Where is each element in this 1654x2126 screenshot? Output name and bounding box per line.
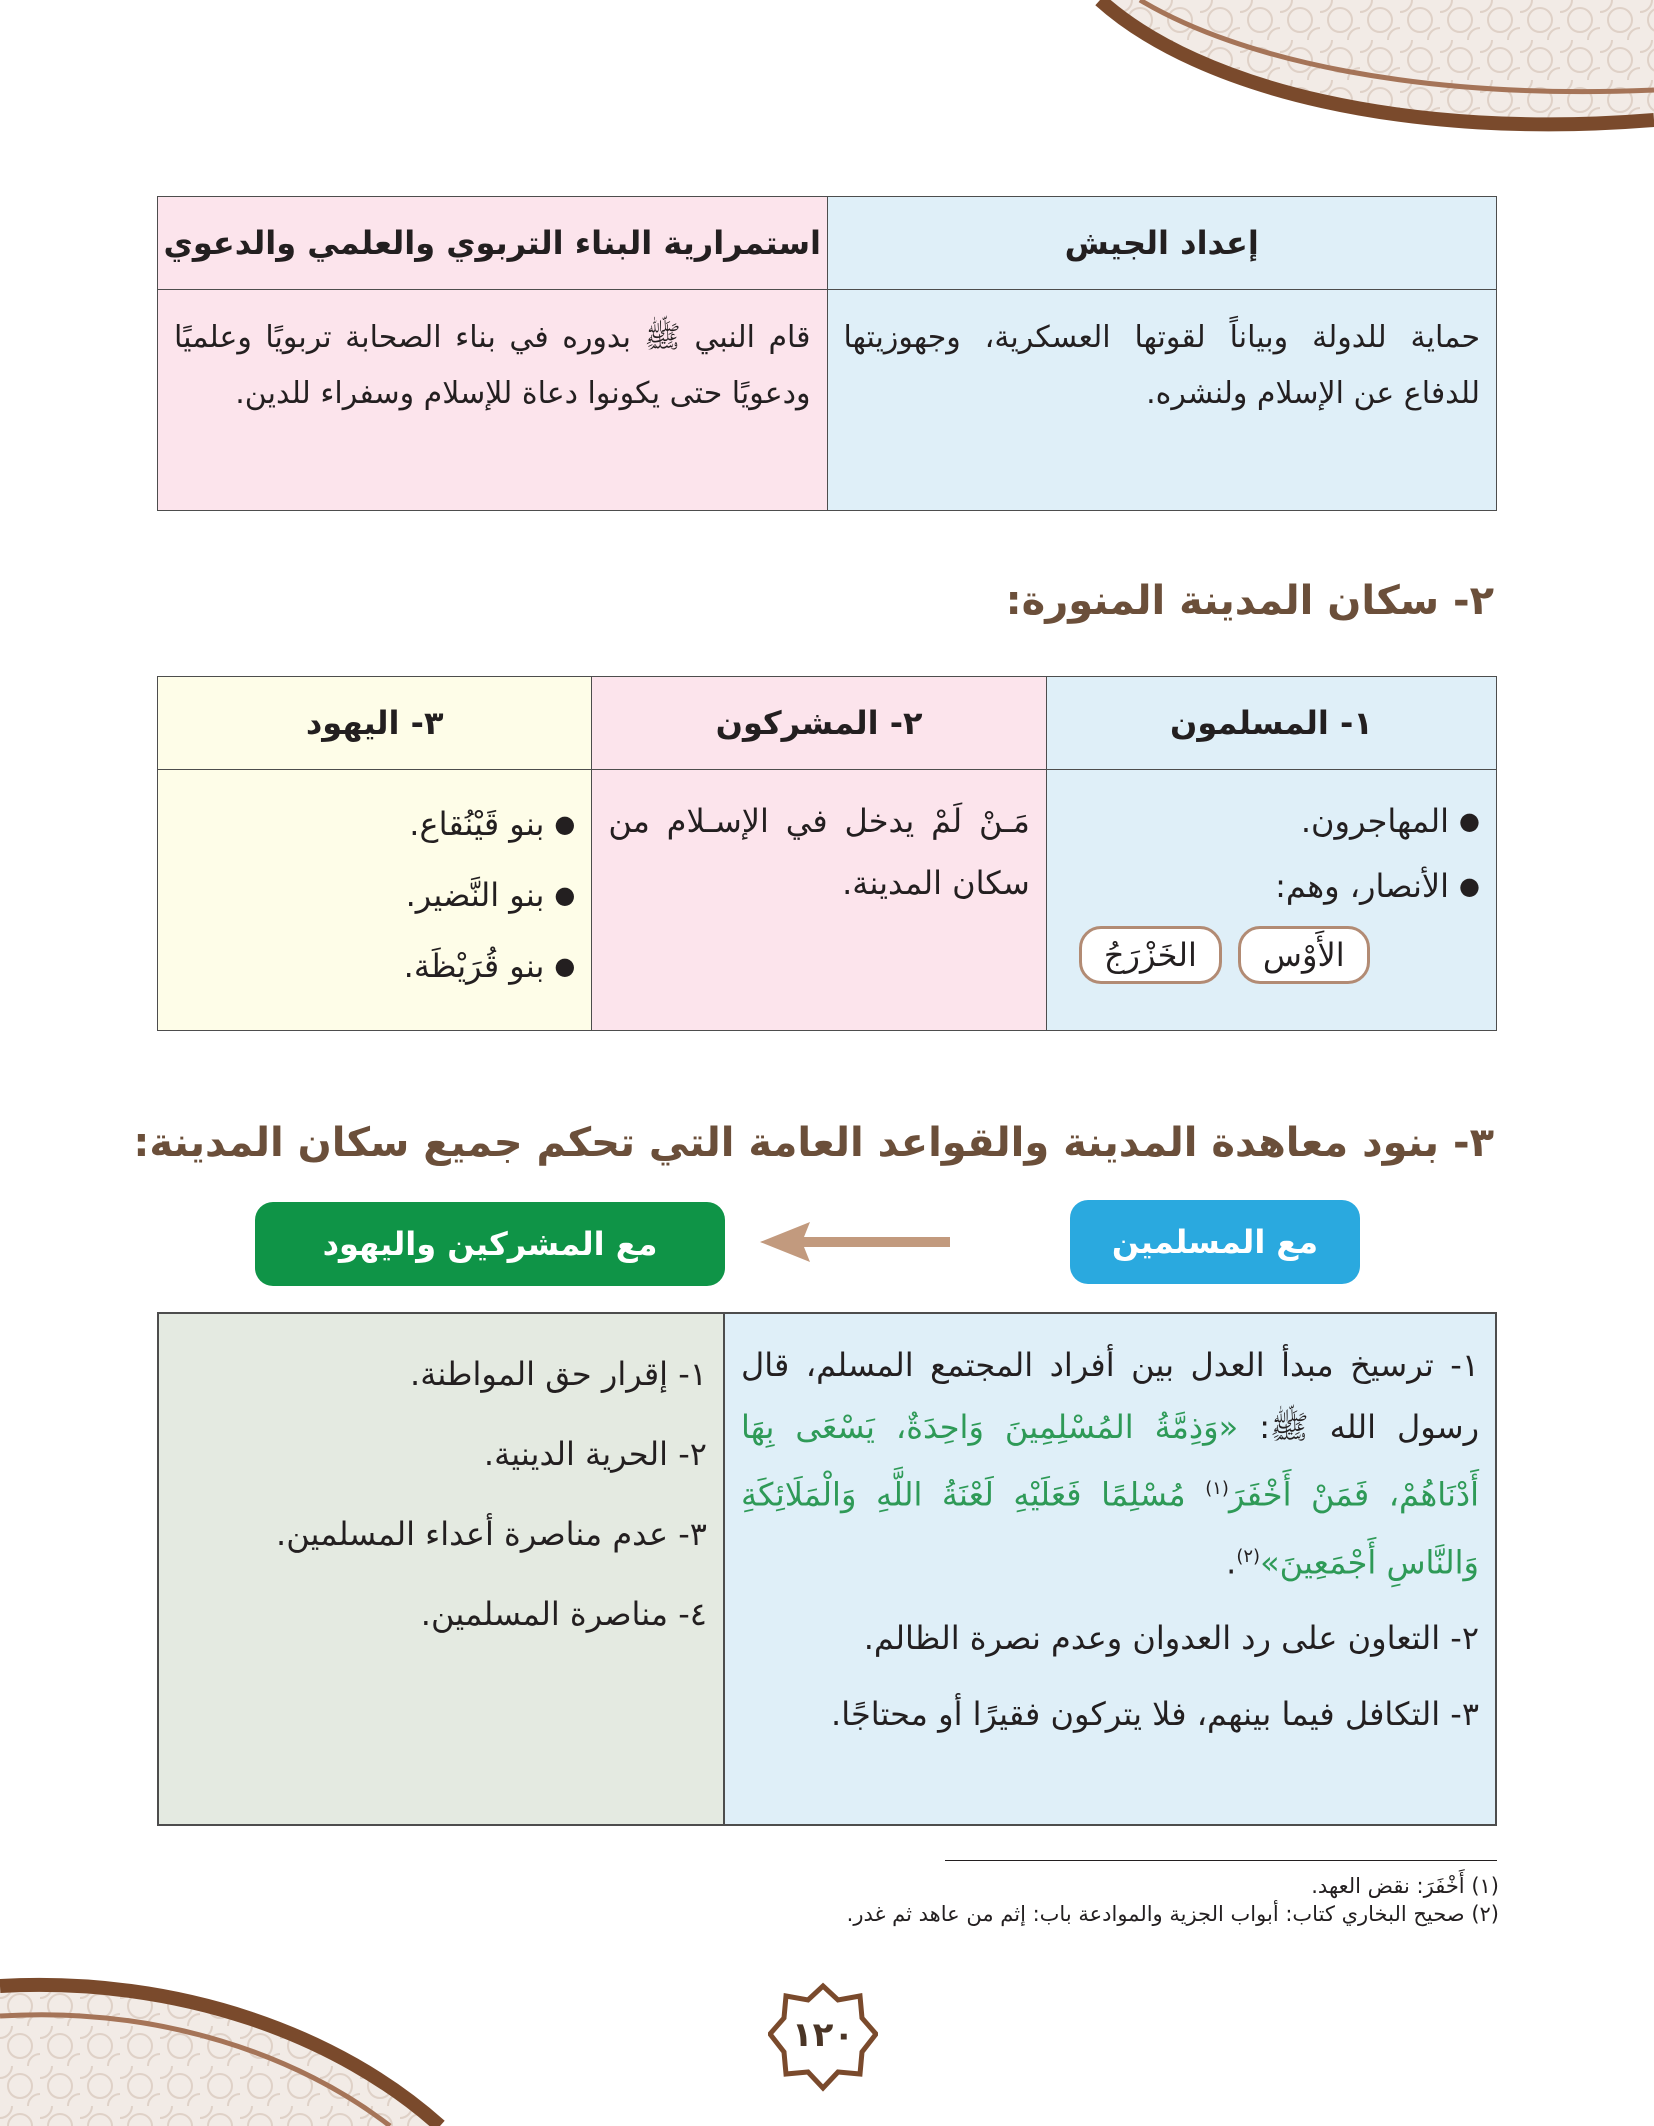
page-number: ١٢٠ [791, 2015, 855, 2055]
education-header: استمرارية البناء التربوي والعلمي والدعوي [158, 197, 828, 290]
tribe-khazraj-pill: الخَزْرَجُ [1079, 926, 1222, 984]
mushrikun-header: ٢- المشركون [592, 677, 1047, 770]
hadith-text-continued: مُسْلِمًا فَعَلَيْهِ لَعْنَةُ اللَّهِ وَالْمَلَائِكَةِ وَالنَّاسِ أَجْمَعِينَ» [740, 1475, 1479, 1582]
muslims-header: ١- المسلمون [1046, 677, 1496, 770]
army-text: حماية للدولة وبياناً لقوتها العسكرية، وجهوزيتها للدفاع عن الإسلام ولنشره. [827, 290, 1496, 511]
hadith-text: «وَذِمَّةُ المُسْلِمِينَ وَاحِدَةٌ، يَسْعَى بِهَا أَدْنَاهُمْ، فَمَنْ أَخْفَرَ [740, 1408, 1480, 1514]
jews-cell [158, 770, 592, 1031]
muslims-item-ansar: ● الأنصار، وهم: [1063, 855, 1480, 920]
others-item: ٢- الحرية الدينية. [483, 1435, 707, 1473]
muslims-treaty-cell [724, 1313, 1496, 1825]
muslims-item-muhajirun: ● المهاجرون. [1063, 790, 1480, 855]
others-treaty-cell [158, 1313, 724, 1825]
treaty-table [157, 1312, 1497, 1826]
footnotes [847, 1872, 1499, 1928]
jews-item: ● بنو النَّضير. [174, 861, 575, 932]
treaty-item-1: ١- ترسيخ مبدأ العدل بين أفراد المجتمع المسلم، قال رسول الله ﷺ: [740, 1346, 1480, 1446]
jews-header: ٣- اليهود [158, 677, 592, 770]
residents-table [157, 676, 1497, 1031]
section3-title: ٣- بنود معاهدة المدينة والقواعد العامة التي تحكم جميع سكان المدينة: [133, 1120, 1494, 1166]
jews-item: ● بنو قُرَيْظَة. [174, 932, 575, 1003]
footnote-divider [945, 1860, 1497, 1861]
army-header: إعداد الجيش [827, 197, 1496, 290]
treaty-item-2: ٢- التعاون على رد العدوان وعدم نصرة الظالم. [863, 1619, 1479, 1658]
education-text: قام النبي ﷺ بدوره في بناء الصحابة تربويًا وعلميًا ودعويًا حتى يكونوا دعاة للإسلام وسفراء للدين. [158, 290, 828, 511]
footnote-ref-2: (٢) [1236, 1545, 1261, 1567]
muslims-cell [1046, 770, 1496, 1031]
others-tag: مع المشركين واليهود [255, 1202, 725, 1286]
footnote-1: (١) أَخْفَرَ: نقض العهد. [1311, 1874, 1499, 1898]
bottom-corner-ornament [0, 1946, 470, 2126]
top-corner-ornament [1080, 0, 1654, 150]
tribe-aws-pill: الأَوْس [1238, 926, 1370, 984]
treaty-item-3: ٣- التكافل فيما بينهم، فلا يتركون فقيرًا أو محتاجًا. [831, 1695, 1479, 1734]
jews-item: ● بنو قَيْنُقاع. [174, 790, 575, 861]
others-item: ٣- عدم مناصرة أعداء المسلمين. [276, 1515, 707, 1553]
section2-title: ٢- سكان المدينة المنورة: [1005, 578, 1494, 624]
muslims-tag: مع المسلمين [1070, 1200, 1360, 1284]
others-item: ١- إقرار حق المواطنة. [410, 1355, 707, 1393]
footnote-2: (٢) صحيح البخاري كتاب: أبواب الجزية والموادعة باب: إثم من عاهد ثم غدر. [846, 1902, 1499, 1926]
arrow-left-icon [760, 1222, 950, 1262]
others-item: ٤- مناصرة المسلمين. [420, 1595, 707, 1633]
army-education-table [157, 196, 1497, 511]
footnote-ref-1: (١) [1205, 1478, 1229, 1499]
mushrikun-cell: مَـنْ لَمْ يدخل في الإسـلام من سكان المدينة. [592, 770, 1047, 1031]
hadith-end: . [1226, 1543, 1237, 1582]
